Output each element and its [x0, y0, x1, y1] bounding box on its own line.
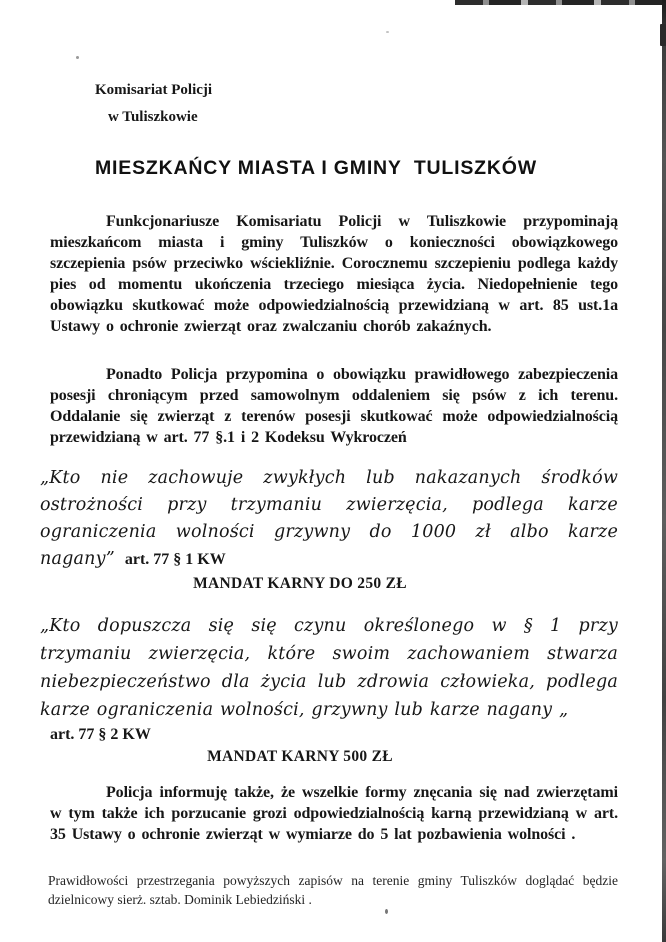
sender-organization: Komisariat Policji — [95, 82, 213, 98]
paragraph-vaccination-obligation: Funkcjonariusze Komisariatu Policji w Tuliszkowie przypominają mieszkańcom miasta i gminy Tuliszków o konieczności obowiązkowego szczepienia psów przeciwko wściekliźnie. Corocznemu szczepieniu podlega każdy pies od momentu ukończenia trzeciego miesiąca życia. Niedopełnienie tego obowiązku skutkować może odpowiedzialnością przewidzianą w art. 85 ust.1a Ustawy o ochronie zwierząt oraz zwalczaniu chorób zakaźnych. — [50, 213, 618, 335]
quote1-text: „Kto nie zachowuje zwykłych lub nakazanych środków ostrożności przy trzymaniu zwierzęcia, podlega karze ograniczenia wolności grzywny do 1000 zł albo karze nagany” — [40, 468, 618, 569]
sender-block — [50, 80, 618, 128]
document-content — [0, 80, 666, 909]
penalty-fine-500: MANDAT KARNY 500 ZŁ — [207, 748, 393, 765]
scan-speckle — [386, 31, 389, 33]
quote-art77-par1 — [40, 465, 618, 573]
scan-speckle — [385, 909, 388, 914]
scan-artifact-top-edge — [455, 0, 666, 5]
scan-speckle — [76, 56, 79, 59]
quote-art77-par2 — [40, 612, 618, 724]
paragraph-property-securing: Ponadto Policja przypomina o obowiązku prawidłowego zabezpieczenia posesji chroniącym przed samowolnym oddaleniem się psów z ich terenu. Oddalanie się zwierząt z terenów posesji skutkować może odpowiedzialnością przewidzianą w art. 77 §.1 i 2 Kodeksu Wykroczeń — [50, 366, 618, 446]
scan-artifact-blob — [660, 24, 666, 46]
footer-district-officer-note: Prawidłowości przestrzegania powyższych zapisów na terenie gminy Tuliszków doglądać będzie dzielnicowy sierż. sztab. Dominik Lebiedziński . — [48, 873, 618, 907]
paragraph-animal-cruelty: Policja informuję także, że wszelkie formy znęcania się nad zwierzętami w tym także ich porzucanie grozi odpowiedzialnością karną przewidzianą w art. 35 Ustawy o ochronie zwierząt w wymiarze do 5 lat pozbawienia wolności . — [50, 784, 618, 843]
quote2-text: „Kto dopuszcza się się czynu określonego w § 1 przy trzymaniu zwierzęcia, które swoim zachowaniem stwarza niebezpieczeństwo dla życia lub zdrowia człowieka, podlega karze ograniczenia wolności, grzywny lub karze nagany „ — [40, 616, 618, 720]
page-title: MIESZKAŃCY MIASTA I GMINY TULISZKÓW — [95, 157, 537, 179]
scan-artifact-right-edge — [662, 0, 666, 942]
penalty-fine-250: MANDAT KARNY DO 250 ZŁ — [193, 575, 407, 592]
sender-location: w Tuliszkowie — [108, 109, 198, 125]
quote1-legal-reference: art. 77 § 1 KW — [124, 551, 226, 568]
quote2-legal-reference: art. 77 § 2 KW — [50, 726, 151, 743]
